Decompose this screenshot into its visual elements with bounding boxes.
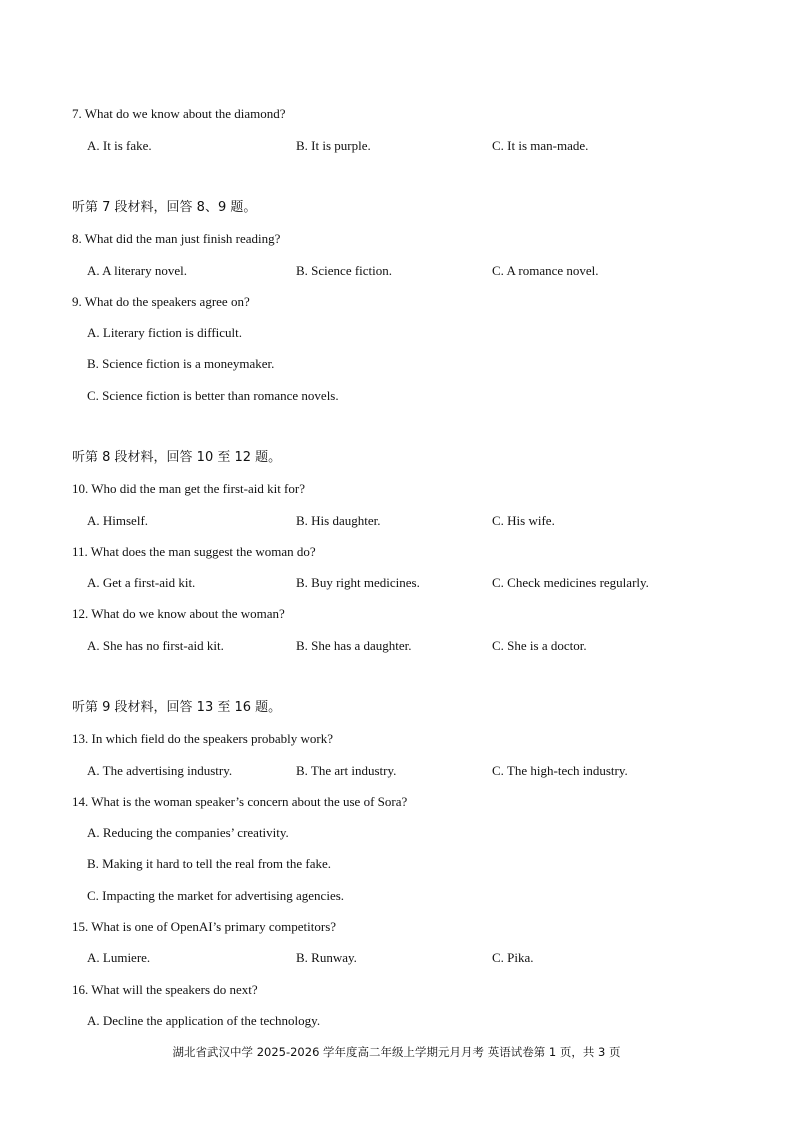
question-13-option-a: A. The advertising industry. xyxy=(87,763,233,778)
question-9-option-a: A. Literary fiction is difficult. xyxy=(87,325,242,340)
question-14-option-c: C. Impacting the market for advertising agencies. xyxy=(87,888,345,903)
question-12-stem: 12. What do we know about the woman? xyxy=(72,606,285,621)
question-10-option-c: C. His wife. xyxy=(492,513,555,528)
question-16-option-a: A. Decline the application of the technology. xyxy=(87,1013,321,1028)
question-11-stem: 11. What does the man suggest the woman do? xyxy=(72,544,316,559)
question-8-stem: 8. What did the man just finish reading? xyxy=(72,231,281,246)
question-9-option-c: C. Science fiction is better than romance novels. xyxy=(87,388,339,403)
question-14-option-b: B. Making it hard to tell the real from the fake. xyxy=(87,856,332,871)
question-7-option-a: A. It is fake. xyxy=(87,138,152,153)
page-footer: 湖北省武汉中学 2025-2026 学年度高二年级上学期元月月考 英语试卷第 1 页，共 3 页 xyxy=(172,1045,621,1059)
question-13-option-c: C. The high-tech industry. xyxy=(492,763,628,778)
question-14-option-a: A. Reducing the companies’ creativity. xyxy=(87,825,289,840)
question-8-option-a: A. A literary novel. xyxy=(87,263,188,278)
section-9-heading: 听第 9 段材料，回答 13 至 16 题。 xyxy=(72,700,282,715)
question-13-option-b: B. The art industry. xyxy=(296,763,397,778)
question-10-option-a: A. Himself. xyxy=(87,513,149,528)
question-11-option-c: C. Check medicines regularly. xyxy=(492,575,649,590)
question-16-stem: 16. What will the speakers do next? xyxy=(72,982,258,997)
question-7-option-c: C. It is man-made. xyxy=(492,138,589,153)
section-8-heading: 听第 8 段材料，回答 10 至 12 题。 xyxy=(72,450,282,465)
question-12-option-c: C. She is a doctor. xyxy=(492,638,587,653)
question-9-stem: 9. What do the speakers agree on? xyxy=(72,294,250,309)
question-8-option-b: B. Science fiction. xyxy=(296,263,393,278)
question-10-stem: 10. Who did the man get the first-aid kit for? xyxy=(72,481,305,496)
question-11-option-a: A. Get a first-aid kit. xyxy=(87,575,196,590)
question-9-option-b: B. Science fiction is a moneymaker. xyxy=(87,356,275,371)
question-7-option-b: B. It is purple. xyxy=(296,138,371,153)
section-7-heading: 听第 7 段材料，回答 8、9 题。 xyxy=(72,200,257,215)
question-10-option-b: B. His daughter. xyxy=(296,513,381,528)
question-15-stem: 15. What is one of OpenAI’s primary competitors? xyxy=(72,919,337,934)
question-11-option-b: B. Buy right medicines. xyxy=(296,575,420,590)
question-15-option-a: A. Lumiere. xyxy=(87,950,151,965)
question-7-stem: 7. What do we know about the diamond? xyxy=(72,106,286,121)
question-15-option-b: B. Runway. xyxy=(296,950,357,965)
question-14-stem: 14. What is the woman speaker’s concern about the use of Sora? xyxy=(72,794,408,809)
question-12-option-b: B. She has a daughter. xyxy=(296,638,412,653)
question-8-option-c: C. A romance novel. xyxy=(492,263,599,278)
question-15-option-c: C. Pika. xyxy=(492,950,534,965)
question-13-stem: 13. In which field do the speakers probably work? xyxy=(72,731,334,746)
question-12-option-a: A. She has no first-aid kit. xyxy=(87,638,224,653)
